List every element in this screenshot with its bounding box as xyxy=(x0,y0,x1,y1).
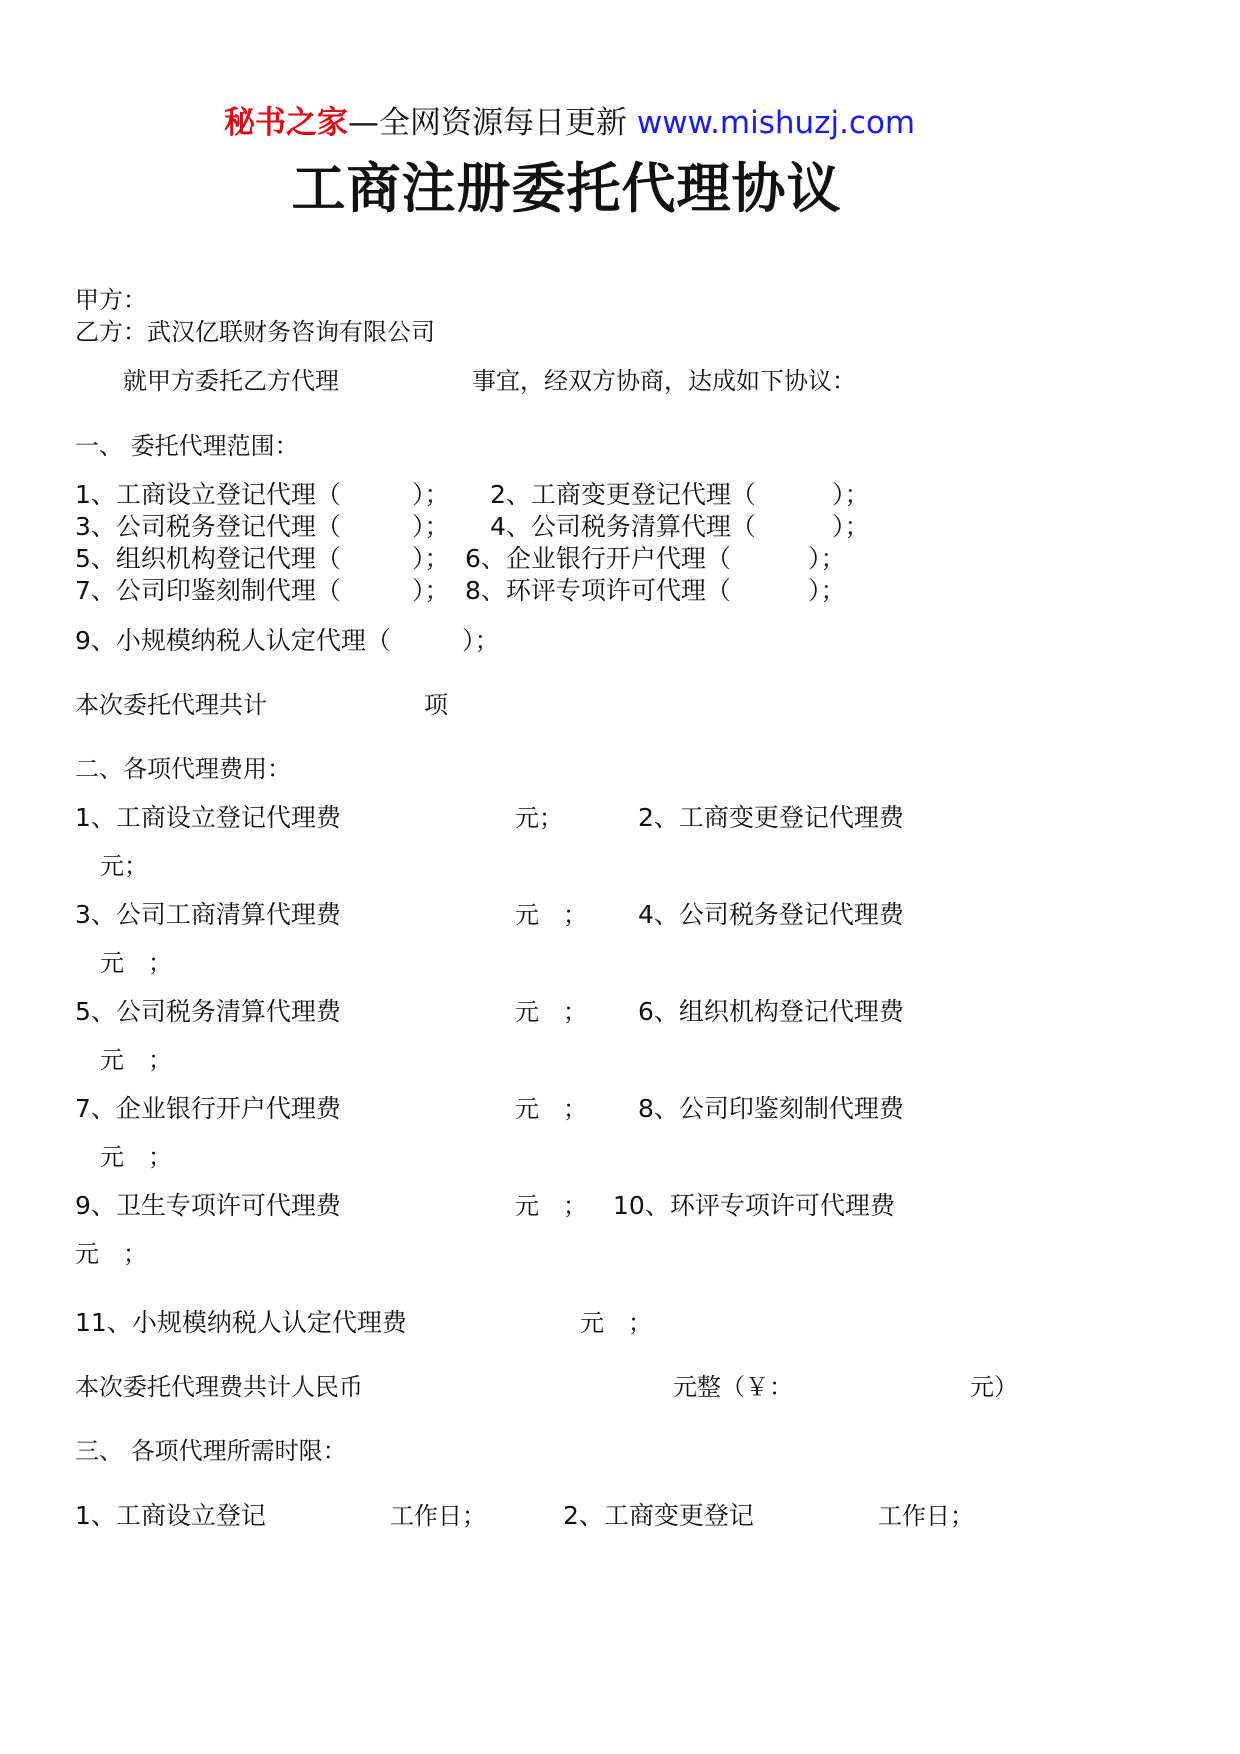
party-b-label: 乙方：武汉亿联财务咨询有限公司 xyxy=(75,318,435,346)
time-item-2: 2、工商变更登记 xyxy=(563,1501,754,1530)
fee-item-11-unit: 元 ； xyxy=(580,1309,652,1337)
fee-item-3-unit: 元 ； xyxy=(515,901,587,929)
site-banner xyxy=(224,105,916,141)
fee-item-5-unit: 元 ； xyxy=(515,998,587,1026)
fee-item-1-unit: 元； xyxy=(515,804,563,832)
section3-heading: 三、 各项代理所需时限： xyxy=(75,1437,347,1465)
time-item-1-unit: 工作日； xyxy=(390,1502,486,1530)
fee-item-9: 9、卫生专项许可代理费 xyxy=(75,1191,341,1220)
time-item-1: 1、工商设立登记 xyxy=(75,1501,266,1530)
fee-total-mid: 元整（￥： xyxy=(673,1373,793,1401)
fee-item-8: 8、公司印鉴刻制代理费 xyxy=(638,1094,904,1123)
fee-item-10: 10、环评专项许可代理费 xyxy=(613,1191,895,1220)
fee-item-4: 4、公司税务登记代理费 xyxy=(638,900,904,929)
scope-item-1-close: ）； xyxy=(412,480,450,509)
fee-total-label: 本次委托代理费共计人民币 xyxy=(75,1373,363,1401)
fee-item-5: 5、公司税务清算代理费 xyxy=(75,997,341,1026)
document-title: 工商注册委托代理协议 xyxy=(291,157,842,220)
scope-item-9-close: ）； xyxy=(462,626,500,655)
scope-item-7-close: ）； xyxy=(412,576,450,605)
scope-item-7: 7、公司印鉴刻制代理（ xyxy=(75,576,341,605)
section1-heading: 一、 委托代理范围： xyxy=(75,432,299,460)
fee-item-11: 11、小规模纳税人认定代理费 xyxy=(75,1308,407,1337)
fee-item-10-unit: 元 ； xyxy=(75,1240,147,1268)
scope-item-3: 3、公司税务登记代理（ xyxy=(75,512,341,541)
intro-part1: 就甲方委托乙方代理 xyxy=(123,367,339,395)
time-item-2-unit: 工作日； xyxy=(878,1502,974,1530)
scope-item-8-close: ）； xyxy=(808,576,846,605)
fee-item-4-unit: 元 ； xyxy=(100,949,172,977)
fee-item-2: 2、工商变更登记代理费 xyxy=(638,803,904,832)
fee-item-9-unit: 元 ； xyxy=(515,1192,587,1220)
fee-item-6: 6、组织机构登记代理费 xyxy=(638,997,904,1026)
fee-item-7-unit: 元 ； xyxy=(515,1095,587,1123)
section2-heading: 二、各项代理费用： xyxy=(75,755,291,783)
party-a-label: 甲方： xyxy=(75,286,147,314)
scope-item-9: 9、小规模纳税人认定代理（ xyxy=(75,626,391,655)
scope-item-2: 2、工商变更登记代理（ xyxy=(490,480,756,509)
scope-item-1: 1、工商设立登记代理（ xyxy=(75,480,341,509)
banner-url[interactable]: www.mishuzj.com xyxy=(636,105,916,141)
fee-item-2-unit: 元； xyxy=(100,852,148,880)
scope-item-2-close: ）； xyxy=(832,480,870,509)
intro-part2: 事宜，经双方协商，达成如下协议： xyxy=(472,367,856,395)
fee-item-3: 3、公司工商清算代理费 xyxy=(75,900,341,929)
scope-item-3-close: ）； xyxy=(412,512,450,541)
scope-total-label: 本次委托代理共计 xyxy=(75,691,267,719)
banner-slogan: —全网资源每日更新 xyxy=(348,105,637,141)
fee-item-8-unit: 元 ； xyxy=(100,1143,172,1171)
scope-item-4: 4、公司税务清算代理（ xyxy=(490,512,756,541)
scope-total-unit: 项 xyxy=(424,691,448,719)
scope-item-8: 8、环评专项许可代理（ xyxy=(465,576,731,605)
scope-item-6-close: ）； xyxy=(808,544,846,573)
scope-item-5-close: ）； xyxy=(412,544,450,573)
fee-item-7: 7、企业银行开户代理费 xyxy=(75,1094,341,1123)
scope-item-5: 5、组织机构登记代理（ xyxy=(75,544,341,573)
scope-item-4-close: ）； xyxy=(832,512,870,541)
fee-item-1: 1、工商设立登记代理费 xyxy=(75,803,341,832)
scope-item-6: 6、企业银行开户代理（ xyxy=(465,544,731,573)
brand-name: 秘书之家 xyxy=(224,105,348,141)
fee-total-end: 元） xyxy=(970,1373,1018,1401)
fee-item-6-unit: 元 ； xyxy=(100,1046,172,1074)
